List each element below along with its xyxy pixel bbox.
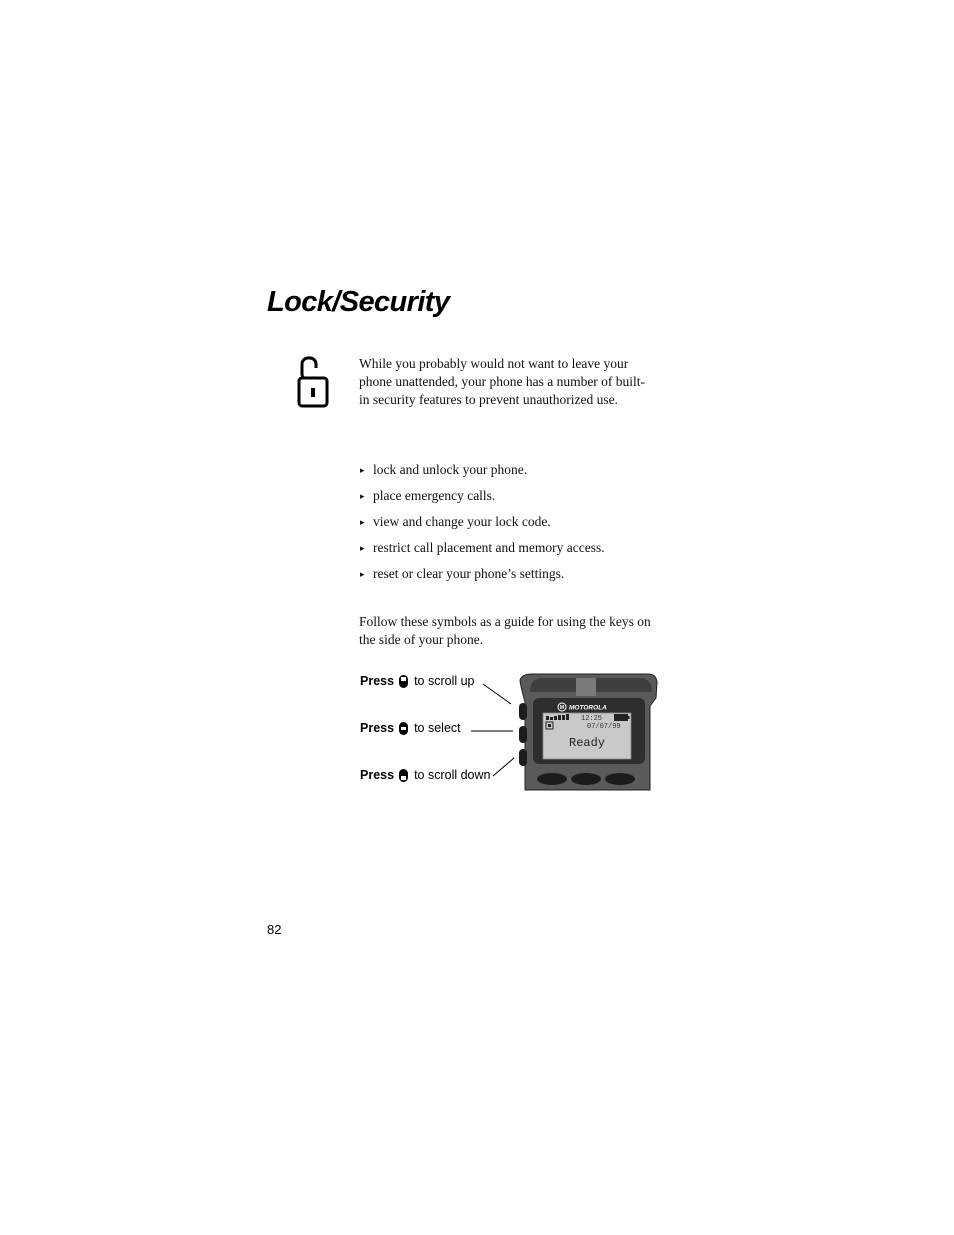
press-label: Press <box>360 674 395 688</box>
scroll-up-key-icon <box>399 675 408 688</box>
press-label: Press <box>360 721 395 735</box>
select-label: to select <box>414 721 461 735</box>
triangle-bullet-icon: ▸ <box>360 517 365 527</box>
phone-brand-text: MOTOROLA <box>569 704 607 712</box>
scroll-down-key-icon <box>399 769 408 782</box>
triangle-bullet-icon: ▸ <box>360 569 365 579</box>
press-select-instruction <box>360 721 461 735</box>
feature-list <box>359 460 605 590</box>
triangle-bullet-icon: ▸ <box>360 543 365 553</box>
phone-date: 07/07/99 <box>587 723 621 731</box>
list-item: ▸ restrict call placement and memory access. <box>359 538 605 564</box>
page-number: 82 <box>267 922 282 937</box>
phone-illustration <box>470 672 660 792</box>
press-scroll-up-instruction <box>360 674 475 688</box>
page-title: Lock/Security <box>267 286 450 318</box>
list-item: ▸ view and change your lock code. <box>359 512 605 538</box>
press-label: Press <box>360 768 395 782</box>
phone-time: 12:25 <box>581 715 603 723</box>
scroll-down-label: to scroll down <box>414 768 491 782</box>
triangle-bullet-icon: ▸ <box>360 465 365 475</box>
triangle-bullet-icon: ▸ <box>360 491 365 501</box>
select-key-icon <box>399 722 408 735</box>
svg-text:M: M <box>559 705 565 711</box>
list-item: ▸ place emergency calls. <box>359 486 605 512</box>
scroll-up-label: to scroll up <box>414 674 475 688</box>
list-item: ▸ lock and unlock your phone. <box>359 460 605 486</box>
guide-paragraph: Follow these symbols as a guide for using the keys on the side of your phone. <box>359 614 651 647</box>
list-item: ▸ reset or clear your phone’s settings. <box>359 564 605 590</box>
intro-paragraph: While you probably would not want to leave your phone unattended, your phone has a number of built-in security features to prevent unauthorized use. <box>359 356 646 407</box>
phone-status: Ready <box>569 736 606 750</box>
lock-icon <box>297 354 329 410</box>
